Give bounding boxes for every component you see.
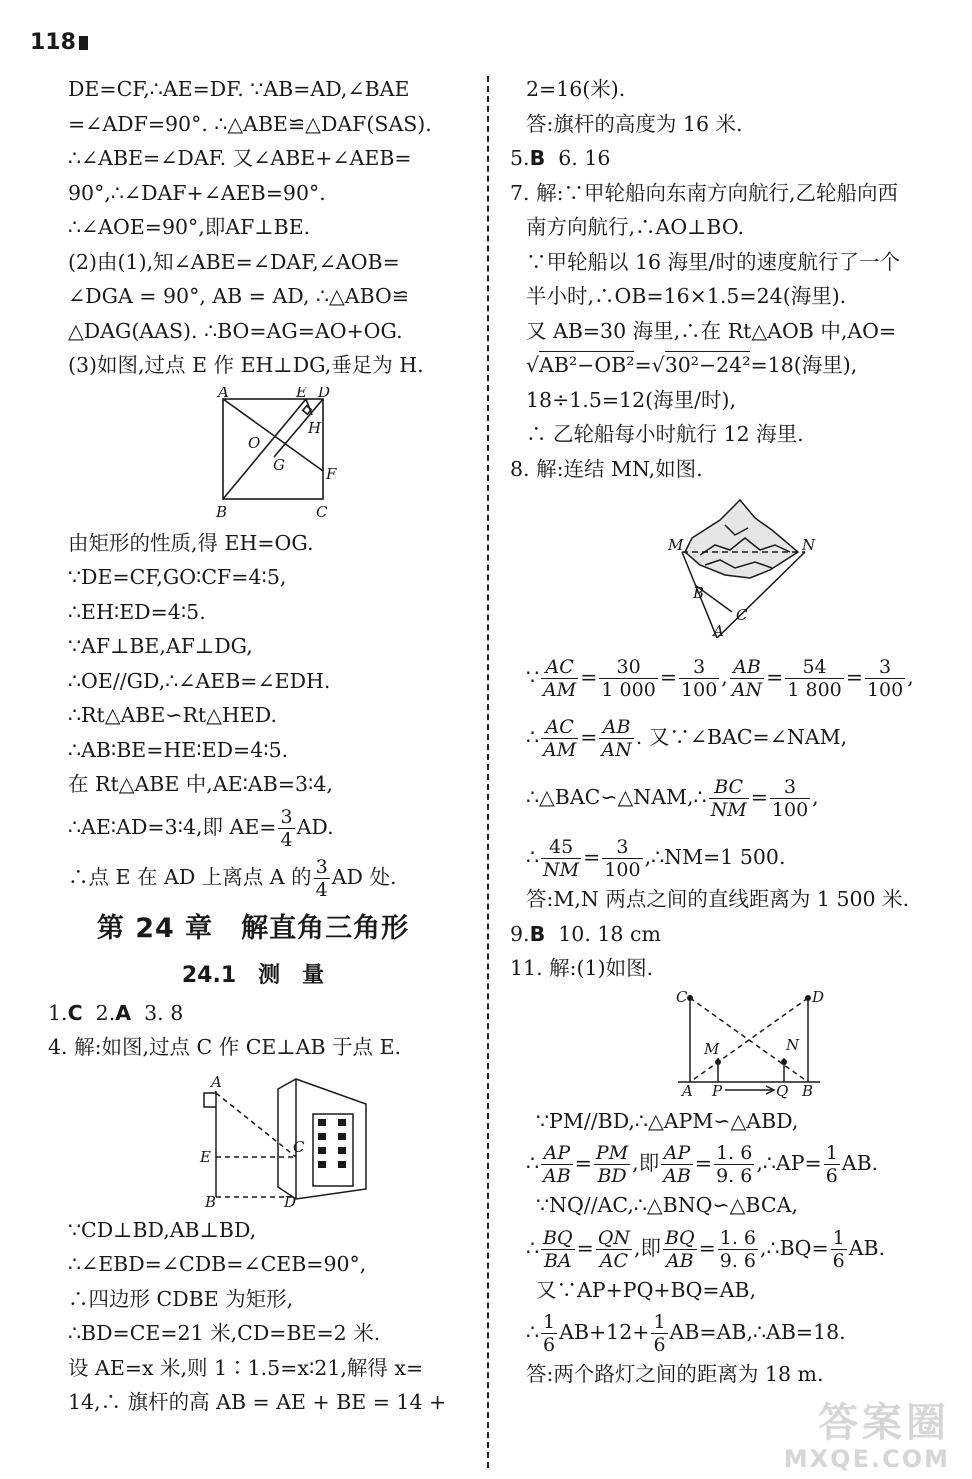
label-C: C (316, 502, 328, 521)
section-title: 24.1 测 量 (181, 962, 325, 988)
formula-line: ∴ $\frac{AC}{AM}$ = $\frac{AB}{AN}$ . 又∵∠BAC=∠NAM, (526, 716, 848, 761)
formula-line: ∴ $\frac{BQ}{BA}$ = $\frac{QN}{AC}$ ,即 $\frac{BQ}{AB}$ = $\frac{1. 6}{9. 6}$ ,∴BQ= $\frac{1}{6}$ AB. (526, 1226, 886, 1272)
label-C: C (676, 989, 688, 1006)
label-D: D (284, 1192, 297, 1209)
text-line: 答:两个路灯之间的距离为 18 m. (526, 1362, 824, 1386)
text-line: 2=16(米). (526, 77, 626, 101)
label-C: C (293, 1137, 305, 1156)
label-B: B (216, 502, 228, 521)
label-A: A (211, 1072, 222, 1091)
label-A: A (218, 386, 229, 401)
streetlight-figure (510, 990, 950, 1100)
label-N: N (802, 536, 816, 554)
text-line: ∴ 乙轮船每小时航行 12 海里. (526, 422, 804, 446)
formula-line: ∵ $\frac{AC}{AM}$ = $\frac{30}{1 000}$ = $\frac{3}{100}$ , $\frac{AB}{AN}$ = $\frac{54}{1 800}$ = $\frac{3}{100}$ , (526, 656, 914, 701)
text-line: =∠ADF=90°. ∴△ABE≌△DAF(SAS). (68, 111, 432, 136)
text-line: ∴四边形 CDBE 为矩形, (68, 1286, 294, 1311)
text-line: ∴∠ABE=∠DAF. 又∠ABE+∠AEB= (68, 146, 412, 170)
text-line: 答:M,N 两点之间的直线距离为 1 500 米. (526, 887, 910, 911)
text-line: ∵CD⊥BD,AB⊥BD, (68, 1217, 257, 1242)
text-line: 14,∴ 旗杆的高 AB = AE + BE = 14 + (68, 1390, 447, 1414)
text-line: ∠DGA = 90°, AB = AD, ∴△ABO≌ (68, 284, 410, 308)
page-number: 118 (30, 30, 88, 55)
text-line: ∴∠EBD=∠CDB=∠CEB=90°, (68, 1252, 367, 1276)
answer-line: 1.C 2.A 3. 8 (48, 1000, 184, 1025)
text-line: 8. 解:连结 MN,如图. (510, 456, 703, 481)
text-line: ∵NQ//AC,∴△BNQ∽△BCA, (536, 1193, 798, 1217)
text-line: ∵DE=CF,GO∶CF=4∶5, (68, 565, 287, 589)
label-B: B (205, 1192, 217, 1209)
label-B: B (693, 584, 705, 602)
text-line: 又∵AP+PQ+BQ=AB, (536, 1277, 756, 1302)
label-A: A (713, 622, 724, 638)
text-line: 7. 解:∵甲轮船向东南方向航行,乙轮船向西 (510, 180, 898, 205)
text-line: 设 AE=x 米,则 1∶1.5=x∶21,解得 x= (68, 1355, 424, 1380)
text-line: ∴AB∶BE=HE∶ED=4∶5. (68, 737, 289, 762)
text-line: DE=CF,∴AE=DF. ∵AB=AD,∠BAE (68, 77, 410, 101)
label-N: N (786, 1035, 800, 1054)
text-line: ∴BD=CE=21 米,CD=BE=2 米. (68, 1321, 381, 1345)
right-column (510, 72, 950, 1392)
label-C: C (736, 606, 748, 624)
text-line: 南方向航行,∴AO⊥BO. (526, 215, 744, 239)
square-figure (68, 387, 478, 522)
label-E: E (296, 386, 307, 401)
text-line: ∵PM//BD,∴△APM∽△ABD, (536, 1108, 799, 1133)
formula-line: ∴ $\frac{1}{6}$ AB+12+ $\frac{1}{6}$ AB=AB,∴AB=18. (526, 1311, 846, 1356)
flagpole-building-figure (68, 1069, 478, 1209)
text-line: √AB²−OB²=√30²−24²=18(海里), (526, 353, 858, 377)
column-divider (487, 76, 489, 1468)
text-line: 半小时,∴OB=16×1.5=24(海里). (526, 284, 847, 308)
text-line: ∴点 E 在 AD 上离点 A 的 $\frac{3}{4}$ AD 处. (68, 855, 397, 901)
text-line: (3)如图,过点 E 作 EH⊥DG,垂足为 H. (68, 353, 424, 377)
fraction: $\frac{3}{4}$ (280, 805, 293, 851)
label-P: P (712, 1081, 723, 1100)
text-line: 在 Rt△ABE 中,AE∶AB=3∶4, (68, 772, 333, 796)
fraction: $\frac{3}{4}$ (315, 855, 328, 901)
label-E: E (200, 1147, 211, 1166)
answer-line: 9.B 10. 18 cm (510, 921, 661, 946)
text-line: 90°,∴∠DAF+∠AEB=90°. (68, 180, 326, 205)
text-line: △DAG(AAS). ∴BO=AG=AO+OG. (68, 318, 403, 343)
formula-line: ∴ $\frac{45}{NM}$ = $\frac{3}{100}$ ,∴NM=1 500. (526, 836, 786, 881)
label-D: D (812, 989, 825, 1006)
text-line: 4. 解:如图,过点 C 作 CE⊥AB 于点 E. (48, 1035, 402, 1059)
text-line: ∴AE∶AD=3∶4,即 AE= $\frac{3}{4}$ AD. (68, 805, 334, 851)
text-line: 11. 解:(1)如图. (510, 956, 654, 980)
label-D: D (318, 386, 331, 401)
label-M: M (668, 536, 684, 554)
label-O: O (248, 433, 261, 452)
text-line: 18÷1.5=12(海里/时), (526, 387, 737, 412)
text-line: ∴Rt△ABE∽Rt△HED. (68, 703, 277, 727)
mountain-figure (510, 490, 950, 638)
label-A: A (682, 1081, 693, 1100)
text-line: 由矩形的性质,得 EH=OG. (68, 530, 314, 555)
text-line: 又 AB=30 海里,∴在 Rt△AOB 中,AO= (526, 318, 897, 343)
text-line: ∴OE//GD,∴∠AEB=∠EDH. (68, 668, 331, 693)
label-M: M (704, 1039, 720, 1058)
label-G: G (273, 455, 285, 474)
text-line: ∴EH∶ED=4∶5. (68, 599, 206, 624)
formula-line: ∴△BAC∽△NAM,∴ $\frac{BC}{NM}$ = $\frac{3}{100}$ , (526, 776, 819, 821)
chapter-title: 第 24 章 解直角三角形 (96, 912, 410, 944)
label-B: B (802, 1081, 814, 1100)
label-H: H (308, 418, 322, 437)
watermark-logo: 答案圈 MXQE.COM (783, 1400, 950, 1473)
text-line: ∴∠AOE=90°,即AF⊥BE. (68, 215, 311, 239)
label-Q: Q (776, 1081, 789, 1100)
text-line: ∵AF⊥BE,AF⊥DG, (68, 634, 253, 658)
text-line: 答:旗杆的高度为 16 米. (526, 111, 743, 136)
answer-line: 5.B 6. 16 (510, 146, 611, 170)
left-column (48, 72, 478, 1420)
formula-line: ∴ $\frac{AP}{AB}$ = $\frac{PM}{BD}$ ,即 $\frac{AP}{AB}$ = $\frac{1. 6}{9. 6}$ ,∴AP= $\frac{1}{6}$ AB. (526, 1142, 879, 1187)
text-line: ∵甲轮船以 16 海里/时的速度航行了一个 (526, 249, 901, 274)
text-line: (2)由(1),知∠ABE=∠DAF,∠AOB= (68, 249, 400, 274)
label-F: F (326, 464, 337, 483)
